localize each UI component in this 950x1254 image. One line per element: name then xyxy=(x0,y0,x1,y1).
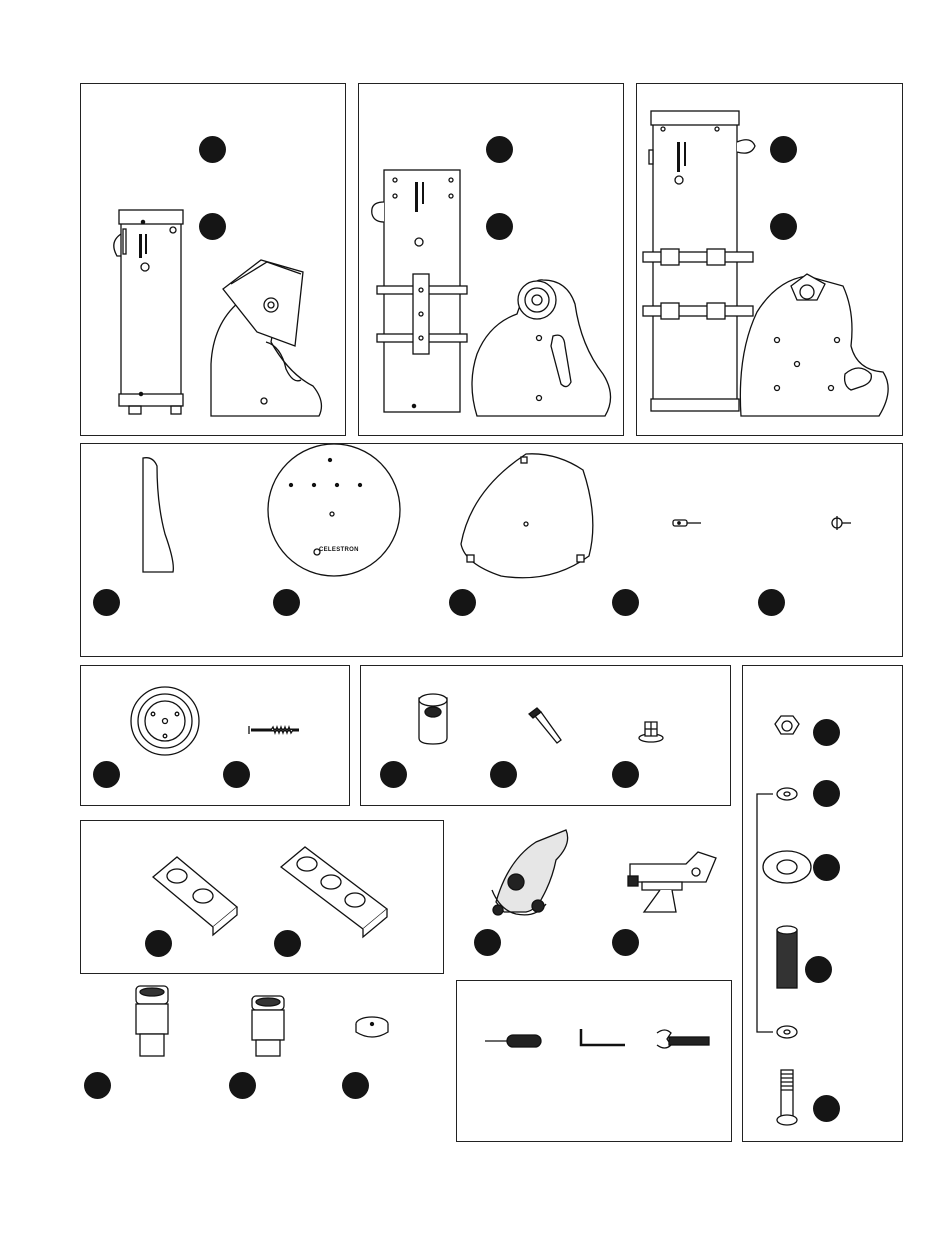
panel-hardware-column xyxy=(742,665,903,1142)
center-pivot-illustration xyxy=(81,666,351,807)
base-parts-illustration xyxy=(81,444,904,658)
panel-feet-screws xyxy=(360,665,731,806)
medium-side-board-illustration xyxy=(359,84,625,437)
hardware-column-illustration xyxy=(743,666,904,1143)
panel-base-parts xyxy=(80,443,903,657)
eyepieces-illustration xyxy=(80,980,444,1130)
panel-tube-small xyxy=(80,83,346,436)
finders-illustration xyxy=(456,820,732,974)
tools-illustration xyxy=(457,981,733,1143)
large-side-board-illustration xyxy=(637,84,904,437)
panel-tube-large xyxy=(636,83,903,436)
panel-eyepiece-racks xyxy=(80,820,444,974)
feet-screws-illustration xyxy=(361,666,732,807)
eyepiece-racks-illustration xyxy=(81,821,445,975)
panel-tube-medium xyxy=(358,83,624,436)
small-side-board-illustration xyxy=(81,84,347,437)
panel-finders xyxy=(456,820,732,974)
panel-eyepieces xyxy=(80,980,444,1130)
panel-center-pivot xyxy=(80,665,350,806)
panel-tools xyxy=(456,980,732,1142)
celestron-logo: CELESTRON xyxy=(319,547,359,553)
